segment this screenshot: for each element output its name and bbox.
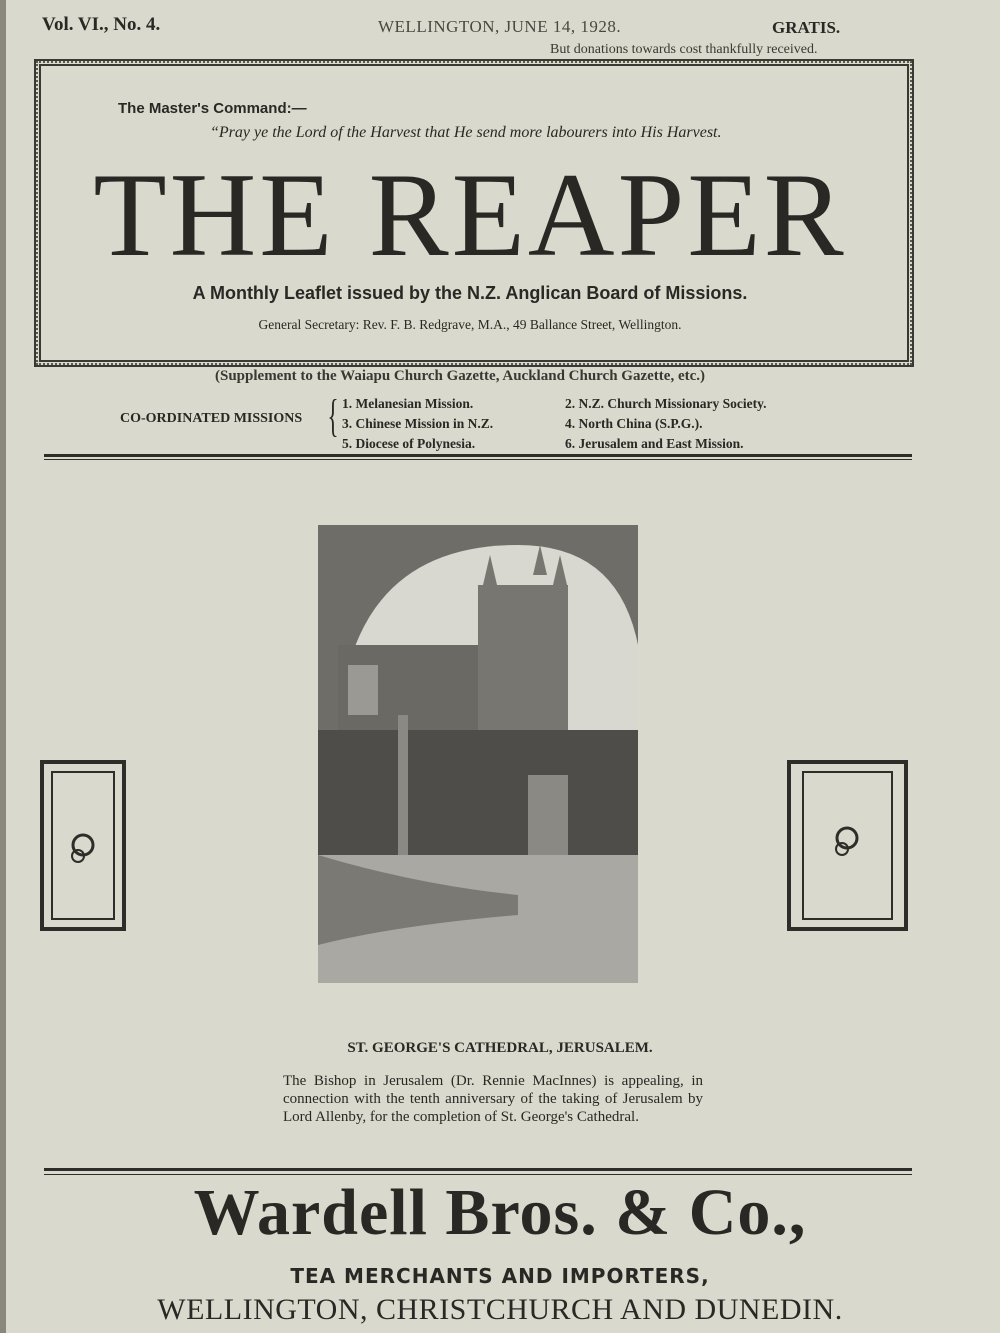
masthead-subtitle: A Monthly Leaflet issued by the N.Z. Anglican Board of Missions. (192, 283, 748, 303)
advert-trade: TEA MERCHANTS AND IMPORTERS, (290, 1264, 710, 1288)
brace-icon: { (327, 390, 339, 441)
cathedral-photo (318, 525, 638, 983)
ornament-icon (38, 758, 128, 933)
mission-item: 3. Chinese Mission in N.Z. (342, 416, 494, 431)
mission-item: 4. North China (S.P.G.). (565, 416, 703, 431)
page-edge (0, 0, 6, 1333)
missions-label: CO-ORDINATED MISSIONS (120, 411, 303, 426)
photo-caption: ST. GEORGE'S CATHEDRAL, JERUSALEM. (347, 1040, 653, 1056)
masters-command-label: The Master's Command:— (118, 100, 307, 117)
divider (44, 459, 912, 460)
divider (44, 454, 912, 457)
divider (44, 1168, 912, 1171)
mission-item: 1. Melanesian Mission. (342, 396, 474, 411)
scripture-quote: “Pray ye the Lord of the Harvest that He send more labourers into His Harvest. (210, 124, 722, 141)
advert-cities: WELLINGTON, CHRISTCHURCH AND DUNEDIN. (157, 1293, 843, 1326)
price: GRATIS. (772, 18, 841, 37)
general-secretary: General Secretary: Rev. F. B. Redgrave, M.A., 49 Ballance Street, Wellington. (258, 317, 682, 332)
masthead-title: THE REAPER (93, 148, 847, 281)
ornament-icon (785, 758, 910, 933)
missions-right (565, 394, 767, 454)
supplement-note: (Supplement to the Waiapu Church Gazette, Auckland Church Gazette, etc.) (215, 368, 705, 384)
mission-item: 6. Jerusalem and East Mission. (565, 436, 744, 451)
divider (44, 1174, 912, 1175)
feature-text: The Bishop in Jerusalem (Dr. Rennie MacInnes) is appealing, in connection with the tenth anniversary of the taking of Jerusalem by Lord Allenby, for the completion of St. George's Cathedral. (283, 1073, 703, 1125)
dateline: WELLINGTON, JUNE 14, 1928. (378, 17, 622, 36)
missions-left (342, 394, 493, 454)
mission-item: 2. N.Z. Church Missionary Society. (565, 396, 767, 411)
mission-item: 5. Diocese of Polynesia. (342, 436, 476, 451)
donations-note: But donations towards cost thankfully received. (550, 42, 818, 57)
advert-company-name: Wardell Bros. & Co., (193, 1176, 807, 1249)
volume-number: Vol. VI., No. 4. (42, 14, 161, 35)
